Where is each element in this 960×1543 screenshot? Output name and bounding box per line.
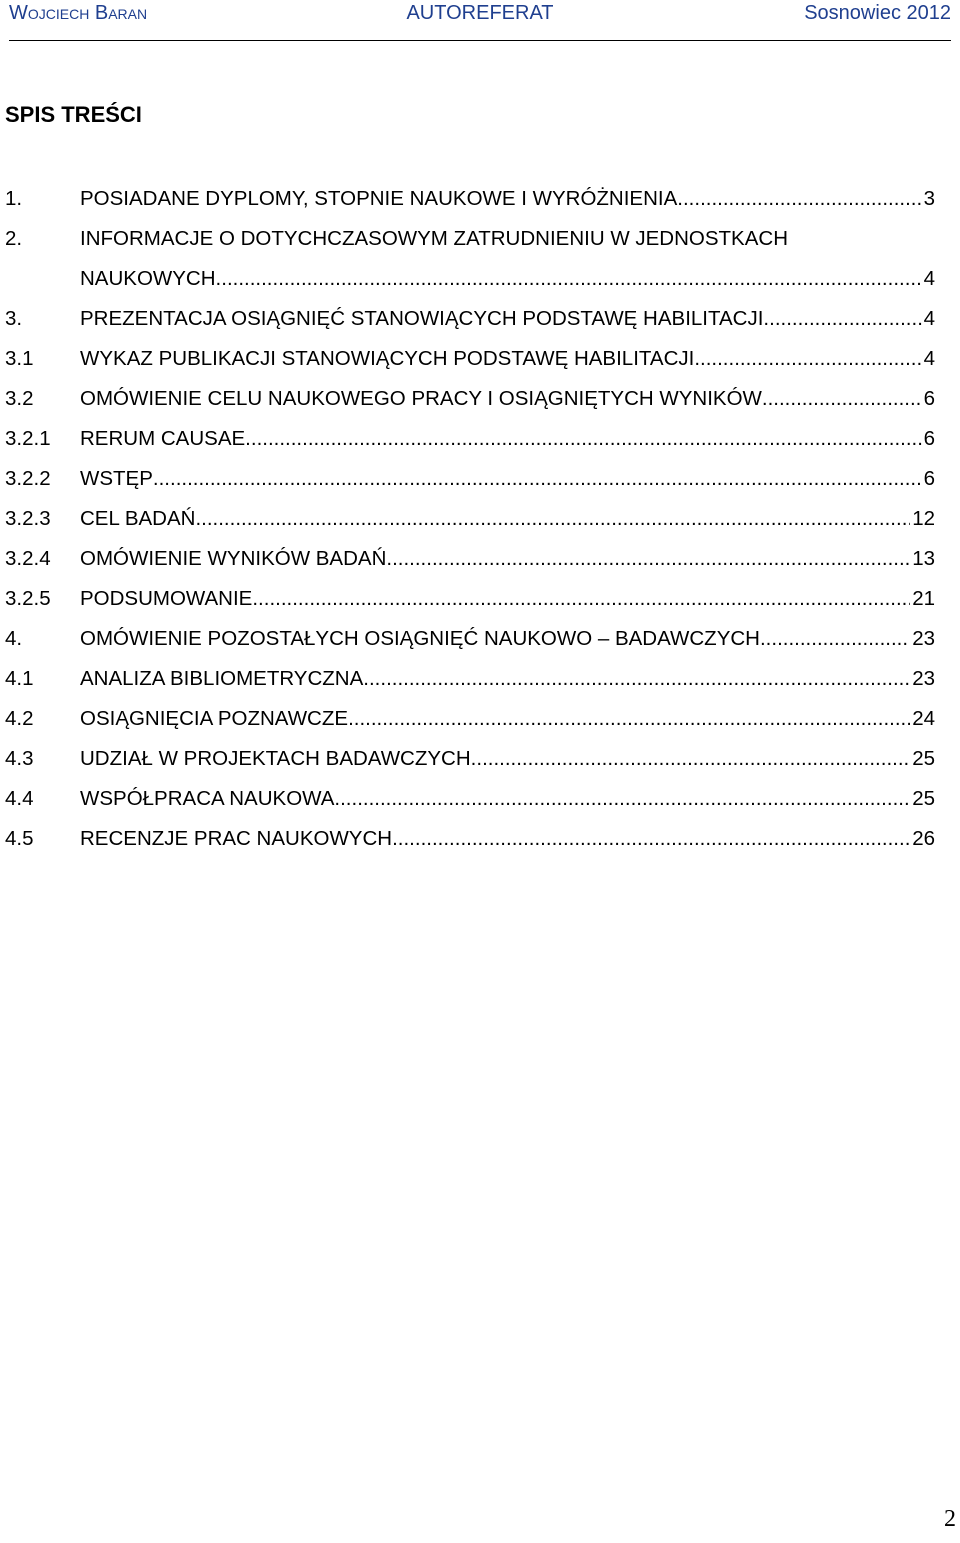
- toc-entry-page: 21: [912, 587, 935, 610]
- toc-entry-number: 1.: [5, 187, 23, 210]
- toc-entry-number: 3.2.2: [5, 467, 51, 490]
- toc-entry-title: PODSUMOWANIE: [80, 587, 253, 610]
- toc-entry-number: 2.: [5, 227, 23, 250]
- toc-entry[interactable]: [5, 665, 935, 705]
- toc-entry-number: 3.2: [5, 387, 34, 410]
- toc-leader-dots: [471, 745, 911, 773]
- toc-entry-title: RERUM CAUSAE: [80, 427, 246, 450]
- toc-entry[interactable]: [5, 385, 935, 425]
- page-number: 2: [944, 1506, 956, 1532]
- toc-leader-dots: [694, 345, 921, 373]
- toc-entry-number: 4.5: [5, 827, 34, 850]
- toc-entry-number: 3.2.4: [5, 547, 51, 570]
- toc-leader-dots: [677, 185, 921, 213]
- toc-entry-title: OMÓWIENIE CELU NAUKOWEGO PRACY I OSIĄGNIĘTYCH WYNIKÓW: [80, 387, 762, 410]
- toc-entry-title: UDZIAŁ W PROJEKTACH BADAWCZYCH: [80, 747, 471, 770]
- header-author: Wojciech Baran: [9, 2, 148, 24]
- toc-entry-continuation[interactable]: [5, 265, 935, 305]
- toc-leader-dots: [245, 425, 921, 453]
- toc-leader-dots: [216, 265, 922, 293]
- toc-entry[interactable]: [5, 545, 935, 585]
- toc-entry-title-continued: NAUKOWYCH: [80, 267, 216, 290]
- toc-entry-title: OMÓWIENIE POZOSTAŁYCH OSIĄGNIĘĆ NAUKOWO – BADAWCZYCH: [80, 627, 760, 650]
- toc-entry-page: 4: [923, 307, 935, 330]
- toc-entry-title: WSTĘP: [80, 467, 153, 490]
- toc-leader-dots: [348, 705, 910, 733]
- toc-entry-page: 6: [923, 387, 935, 410]
- toc-entry-number: 3.1: [5, 347, 34, 370]
- toc-entry-page: 12: [912, 507, 935, 530]
- toc-entry-title: WYKAZ PUBLIKACJI STANOWIĄCYCH PODSTAWĘ HABILITACJI: [80, 347, 695, 370]
- page-header: [9, 0, 951, 41]
- toc-entry-title: POSIADANE DYPLOMY, STOPNIE NAUKOWE I WYRÓŻNIENIA: [80, 187, 678, 210]
- toc-leader-dots: [392, 825, 910, 853]
- toc-entry-title: INFORMACJE O DOTYCHCZASOWYM ZATRUDNIENIU W JEDNOSTKACH: [80, 227, 789, 250]
- toc-heading: SPIS TREŚCI: [5, 102, 142, 127]
- toc-entry-number: 4.3: [5, 747, 34, 770]
- toc-entry-page: 4: [923, 347, 935, 370]
- toc-leader-dots: [386, 545, 910, 573]
- toc-entry[interactable]: [5, 825, 935, 865]
- toc-leader-dots: [760, 625, 910, 653]
- toc-entry-number: 3.2.5: [5, 587, 51, 610]
- toc-entry-page: 4: [923, 267, 935, 290]
- table-of-contents: [5, 185, 935, 865]
- toc-entry[interactable]: [5, 425, 935, 465]
- toc-entry-page: 6: [923, 427, 935, 450]
- toc-entry-number: 3.: [5, 307, 23, 330]
- toc-entry-page: 26: [912, 827, 935, 850]
- toc-entry-title: PREZENTACJA OSIĄGNIĘĆ STANOWIĄCYCH PODSTAWĘ HABILITACJI: [80, 307, 764, 330]
- toc-entry-page: 23: [912, 627, 935, 650]
- toc-entry-number: 3.2.1: [5, 427, 51, 450]
- header-title: AUTOREFERAT: [406, 2, 554, 24]
- toc-entry-title: OMÓWIENIE WYNIKÓW BADAŃ: [80, 547, 387, 570]
- toc-entry[interactable]: [5, 625, 935, 665]
- toc-entry-title: CEL BADAŃ: [80, 507, 196, 530]
- toc-leader-dots: [153, 465, 922, 493]
- toc-leader-dots: [252, 585, 910, 613]
- toc-entry[interactable]: [5, 305, 935, 345]
- toc-entry-page: 24: [912, 707, 935, 730]
- toc-entry-page: 25: [912, 787, 935, 810]
- toc-entry-page: 6: [923, 467, 935, 490]
- toc-entry-title: OSIĄGNIĘCIA POZNAWCZE: [80, 707, 349, 730]
- toc-entry-number: 4.4: [5, 787, 34, 810]
- toc-leader-dots: [363, 665, 910, 693]
- toc-entry-page: 23: [912, 667, 935, 690]
- toc-leader-dots: [762, 385, 922, 413]
- toc-entry[interactable]: [5, 585, 935, 625]
- toc-entry[interactable]: [5, 345, 935, 385]
- toc-entry-number: 4.2: [5, 707, 34, 730]
- toc-entry-title: ANALIZA BIBLIOMETRYCZNA: [80, 667, 364, 690]
- toc-entry-title: WSPÓŁPRACA NAUKOWA: [80, 787, 335, 810]
- toc-entry-page: 25: [912, 747, 935, 770]
- toc-entry[interactable]: [5, 785, 935, 825]
- toc-entry-number: 3.2.3: [5, 507, 51, 530]
- toc-entry[interactable]: [5, 505, 935, 545]
- header-place-date: Sosnowiec 2012: [804, 2, 951, 24]
- toc-entry[interactable]: [5, 465, 935, 505]
- toc-entry[interactable]: [5, 745, 935, 785]
- toc-entry-page: 3: [923, 187, 935, 210]
- toc-entry-page: 13: [912, 547, 935, 570]
- toc-entry-title: RECENZJE PRAC NAUKOWYCH: [80, 827, 393, 850]
- toc-leader-dots: [763, 305, 921, 333]
- toc-leader-dots: [334, 785, 910, 813]
- toc-leader-dots: [195, 505, 910, 533]
- toc-entry-number: 4.1: [5, 667, 34, 690]
- toc-entry[interactable]: [5, 225, 935, 265]
- toc-entry[interactable]: [5, 705, 935, 745]
- toc-entry[interactable]: [5, 185, 935, 225]
- toc-entry-number: 4.: [5, 627, 23, 650]
